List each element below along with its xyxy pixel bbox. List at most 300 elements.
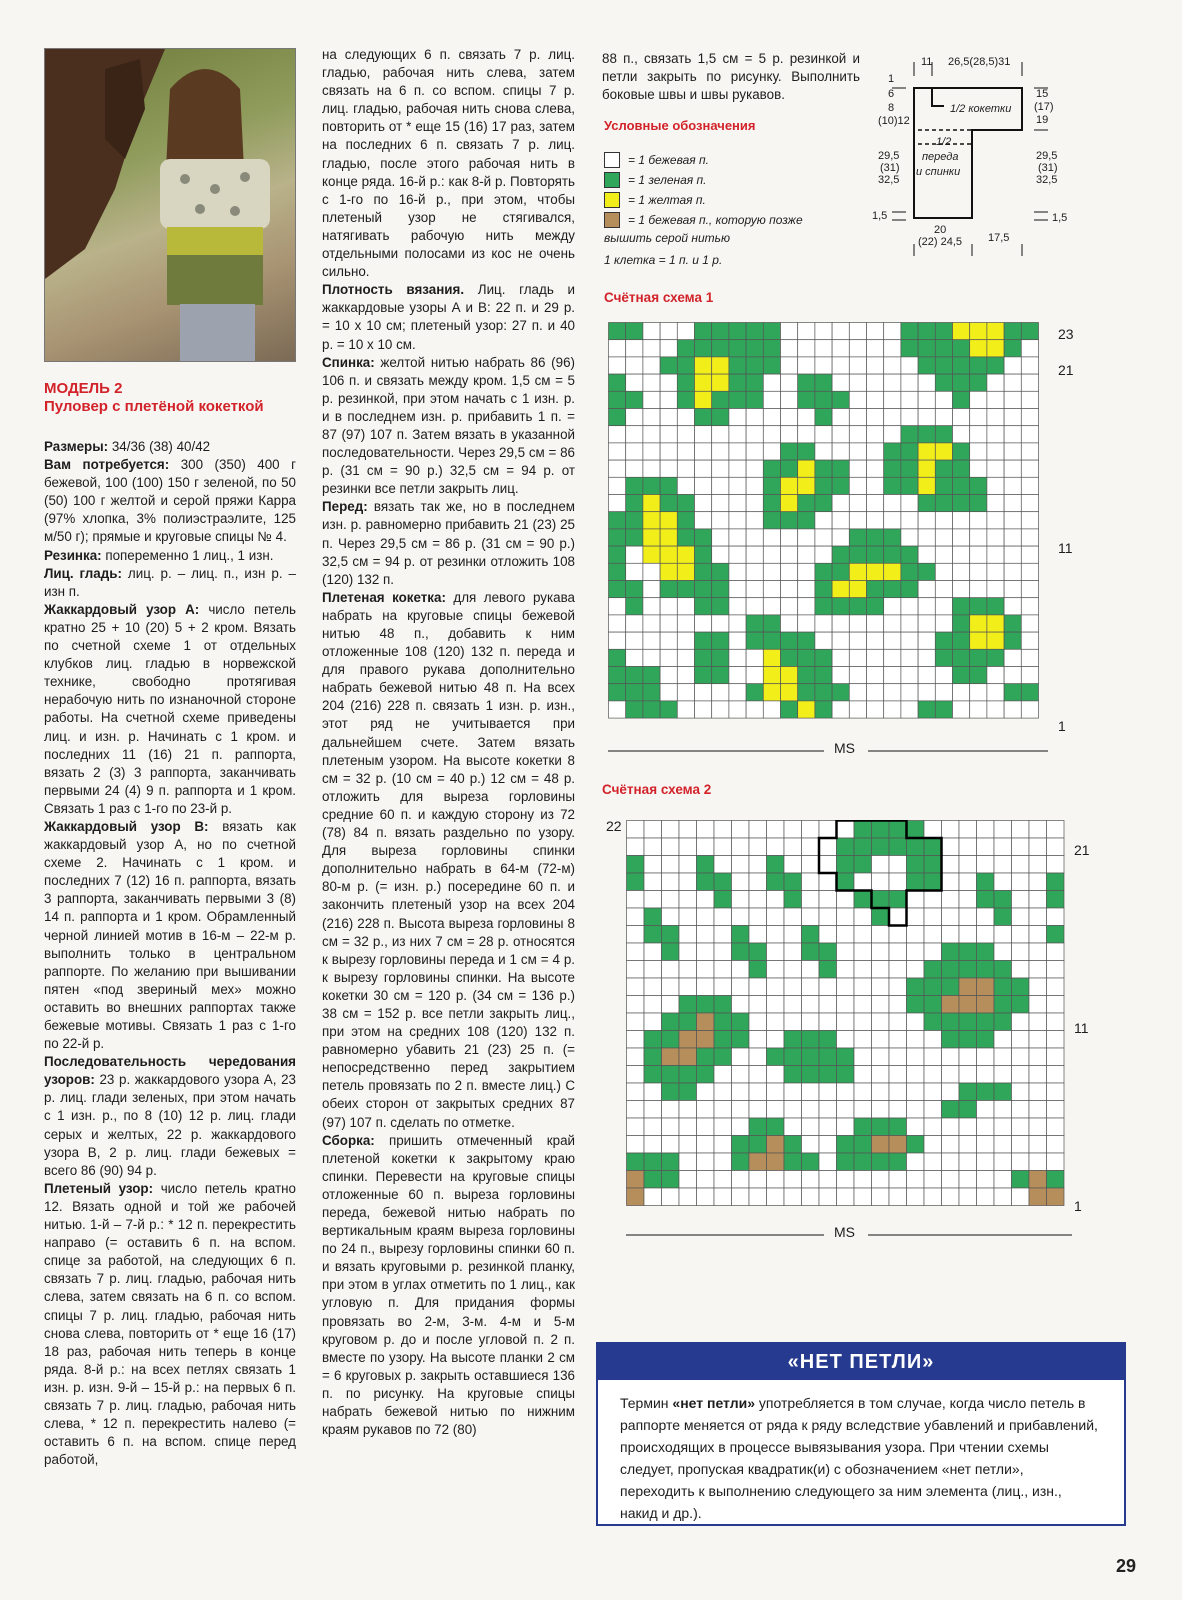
chart-cell bbox=[959, 1188, 977, 1206]
chart-cell bbox=[1004, 563, 1021, 580]
chart-cell bbox=[907, 908, 925, 926]
chart-cell bbox=[626, 374, 643, 391]
chart-cell bbox=[644, 1153, 662, 1171]
chart-cell bbox=[987, 546, 1004, 563]
chart-cell bbox=[763, 546, 780, 563]
chart-cell bbox=[732, 1136, 750, 1154]
chart-cell bbox=[679, 821, 697, 839]
chart-cell bbox=[884, 374, 901, 391]
chart-cell bbox=[732, 926, 750, 944]
chart-cell bbox=[815, 512, 832, 529]
chart-cell bbox=[819, 1118, 837, 1136]
chart-cell bbox=[644, 1031, 662, 1049]
chart-cell bbox=[867, 323, 884, 340]
chart-cell bbox=[994, 1083, 1012, 1101]
chart-cell bbox=[815, 529, 832, 546]
chart-cell bbox=[959, 1013, 977, 1031]
chart-cell bbox=[1012, 943, 1030, 961]
chart-cell bbox=[942, 908, 960, 926]
chart-cell bbox=[918, 495, 935, 512]
chart-cell bbox=[1021, 615, 1038, 632]
chart-cell bbox=[626, 684, 643, 701]
chart-cell bbox=[798, 460, 815, 477]
chart-cell bbox=[712, 391, 729, 408]
chart-cell bbox=[627, 1048, 645, 1066]
chart-cell bbox=[749, 943, 767, 961]
chart-cell bbox=[695, 615, 712, 632]
chart-cell bbox=[918, 460, 935, 477]
chart-cell bbox=[643, 667, 660, 684]
chart-cell bbox=[1029, 943, 1047, 961]
chart-cell bbox=[763, 598, 780, 615]
chart-cell bbox=[924, 1101, 942, 1119]
chart-cell bbox=[697, 1118, 715, 1136]
chart-cell bbox=[1012, 838, 1030, 856]
chart-cell bbox=[819, 873, 837, 891]
chart-cell bbox=[935, 546, 952, 563]
chart-cell bbox=[677, 374, 694, 391]
chart-cell bbox=[767, 1048, 785, 1066]
chart-cell bbox=[854, 856, 872, 874]
chart-cell bbox=[697, 908, 715, 926]
chart-cell bbox=[644, 1101, 662, 1119]
chart-cell bbox=[695, 495, 712, 512]
chart-cell bbox=[924, 1153, 942, 1171]
chart-cell bbox=[763, 323, 780, 340]
chart-cell bbox=[959, 821, 977, 839]
chart-cell bbox=[872, 821, 890, 839]
chart-cell bbox=[907, 1031, 925, 1049]
chart-cell bbox=[712, 546, 729, 563]
chart-cell bbox=[867, 374, 884, 391]
instructions-column-2 bbox=[322, 46, 575, 1439]
chart-cell bbox=[977, 1101, 995, 1119]
chart-cell bbox=[609, 684, 626, 701]
chart-cell bbox=[832, 632, 849, 649]
chart-cell bbox=[644, 908, 662, 926]
chart-cell bbox=[918, 546, 935, 563]
chart-cell bbox=[924, 961, 942, 979]
chart-cell bbox=[918, 598, 935, 615]
chart-cell bbox=[712, 615, 729, 632]
chart-cell bbox=[970, 701, 987, 718]
chart-cell bbox=[837, 856, 855, 874]
chart-cell bbox=[872, 1031, 890, 1049]
chart-cell bbox=[802, 1031, 820, 1049]
chart-cell bbox=[729, 529, 746, 546]
chart-cell bbox=[918, 684, 935, 701]
chart-cell bbox=[942, 1101, 960, 1119]
chart-cell bbox=[994, 1188, 1012, 1206]
chart-cell bbox=[977, 1171, 995, 1189]
chart-cell bbox=[819, 821, 837, 839]
chart-cell bbox=[643, 512, 660, 529]
chart-cell bbox=[918, 563, 935, 580]
chart-cell bbox=[695, 649, 712, 666]
chart-cell bbox=[798, 649, 815, 666]
chart-cell bbox=[867, 701, 884, 718]
chart-cell bbox=[714, 908, 732, 926]
chart-cell bbox=[695, 546, 712, 563]
chart-cell bbox=[732, 996, 750, 1014]
chart-cell bbox=[918, 340, 935, 357]
chart-cell bbox=[832, 701, 849, 718]
chart-cell bbox=[854, 978, 872, 996]
chart-cell bbox=[867, 581, 884, 598]
chart-cell bbox=[867, 649, 884, 666]
sequence-para bbox=[44, 1053, 296, 1180]
chart-cell bbox=[815, 460, 832, 477]
chart-cell bbox=[849, 546, 866, 563]
density-para bbox=[322, 281, 575, 353]
chart-cell bbox=[660, 667, 677, 684]
chart-cell bbox=[884, 615, 901, 632]
chart-cell bbox=[889, 978, 907, 996]
chart-cell bbox=[1047, 961, 1065, 979]
chart-cell bbox=[832, 374, 849, 391]
chart-cell bbox=[1047, 978, 1065, 996]
chart-cell bbox=[970, 477, 987, 494]
chart-cell bbox=[1029, 1153, 1047, 1171]
chart-cell bbox=[819, 1013, 837, 1031]
chart-cell bbox=[935, 323, 952, 340]
chart-cell bbox=[1029, 1066, 1047, 1084]
chart-cell bbox=[643, 649, 660, 666]
chart-cell bbox=[832, 426, 849, 443]
chart-cell bbox=[977, 996, 995, 1014]
chart-cell bbox=[832, 357, 849, 374]
chart-cell bbox=[660, 598, 677, 615]
chart-cell bbox=[697, 1048, 715, 1066]
chart-cell bbox=[1047, 856, 1065, 874]
chart-cell bbox=[749, 978, 767, 996]
chart-cell bbox=[819, 856, 837, 874]
chart-cell bbox=[832, 443, 849, 460]
chart-cell bbox=[907, 1048, 925, 1066]
chart-cell bbox=[849, 598, 866, 615]
chart-cell bbox=[837, 891, 855, 909]
chart-cell bbox=[677, 615, 694, 632]
chart-cell bbox=[729, 667, 746, 684]
chart-cell bbox=[695, 323, 712, 340]
chart-cell bbox=[695, 374, 712, 391]
chart-cell bbox=[746, 581, 763, 598]
chart-cell bbox=[889, 1048, 907, 1066]
chart-cell bbox=[953, 529, 970, 546]
chart-cell bbox=[849, 563, 866, 580]
schematic-front-label-3: и спинки bbox=[916, 166, 961, 178]
chart-cell bbox=[1021, 598, 1038, 615]
chart-cell bbox=[942, 891, 960, 909]
chart-cell bbox=[627, 1066, 645, 1084]
chart-cell bbox=[977, 1136, 995, 1154]
chart-cell bbox=[643, 443, 660, 460]
chart-cell bbox=[872, 961, 890, 979]
chart-cell bbox=[732, 891, 750, 909]
chart-cell bbox=[749, 873, 767, 891]
chart-cell bbox=[609, 598, 626, 615]
chart-cell bbox=[767, 856, 785, 874]
chart-cell bbox=[767, 1013, 785, 1031]
chart-cell bbox=[1004, 323, 1021, 340]
chart-cell bbox=[907, 1101, 925, 1119]
chart-cell bbox=[1004, 391, 1021, 408]
schematic-top-w1: 11 bbox=[921, 56, 933, 68]
chart-cell bbox=[781, 495, 798, 512]
chart-cell bbox=[884, 409, 901, 426]
chart-cell bbox=[781, 649, 798, 666]
chart-cell bbox=[660, 477, 677, 494]
chart-cell bbox=[679, 891, 697, 909]
chart-cell bbox=[907, 1066, 925, 1084]
chart-cell bbox=[867, 632, 884, 649]
chart-cell bbox=[953, 512, 970, 529]
chart-cell bbox=[749, 1118, 767, 1136]
tan-swatch bbox=[604, 212, 620, 228]
chart-cell bbox=[627, 1118, 645, 1136]
chart-cell bbox=[749, 908, 767, 926]
chart-cell bbox=[677, 512, 694, 529]
chart-cell bbox=[987, 374, 1004, 391]
chart-cell bbox=[746, 546, 763, 563]
density-text: Лиц. гладь и жаккардовые узоры А и В: 22 п. и 29 р. = 10 х 10 см; плетеный узор: 27 п. и 40 р. = 10 х 10 см. bbox=[322, 282, 575, 352]
chart-cell bbox=[763, 632, 780, 649]
chart-cell bbox=[679, 1188, 697, 1206]
chart-cell bbox=[677, 409, 694, 426]
chart-cell bbox=[798, 512, 815, 529]
chart-cell bbox=[712, 598, 729, 615]
chart-cell bbox=[784, 1171, 802, 1189]
chart-cell bbox=[679, 1171, 697, 1189]
chart-cell bbox=[837, 1136, 855, 1154]
chart-cell bbox=[837, 838, 855, 856]
chart-cell bbox=[714, 961, 732, 979]
chart-cell bbox=[854, 838, 872, 856]
chart-cell bbox=[942, 1066, 960, 1084]
chart-cell bbox=[907, 821, 925, 839]
chart-cell bbox=[959, 1136, 977, 1154]
chart-cell bbox=[942, 1031, 960, 1049]
chart-cell bbox=[677, 546, 694, 563]
chart-cell bbox=[729, 546, 746, 563]
chart-cell bbox=[660, 581, 677, 598]
chart-cell bbox=[924, 1048, 942, 1066]
chart-cell bbox=[872, 996, 890, 1014]
chart-cell bbox=[732, 1188, 750, 1206]
chart-cell bbox=[872, 1118, 890, 1136]
chart-cell bbox=[837, 943, 855, 961]
chart-cell bbox=[1004, 426, 1021, 443]
instructions-column-1 bbox=[44, 438, 296, 1469]
chart-cell bbox=[884, 684, 901, 701]
chart-cell bbox=[643, 323, 660, 340]
chart-cell bbox=[767, 1153, 785, 1171]
chart-cell bbox=[1047, 943, 1065, 961]
chart-cell bbox=[609, 615, 626, 632]
chart-cell bbox=[714, 1171, 732, 1189]
chart-cell bbox=[746, 684, 763, 701]
chart-cell bbox=[867, 409, 884, 426]
chart-cell bbox=[1029, 1031, 1047, 1049]
chart-cell bbox=[712, 701, 729, 718]
chart-cell bbox=[987, 598, 1004, 615]
chart-cell bbox=[970, 598, 987, 615]
chart-cell bbox=[802, 978, 820, 996]
chart-cell bbox=[660, 426, 677, 443]
chart-cell bbox=[784, 1153, 802, 1171]
chart-cell bbox=[609, 357, 626, 374]
chart-cell bbox=[901, 512, 918, 529]
chart-cell bbox=[884, 460, 901, 477]
chart-cell bbox=[714, 856, 732, 874]
chart-cell bbox=[889, 1066, 907, 1084]
chart-cell bbox=[994, 1171, 1012, 1189]
chart-cell bbox=[767, 908, 785, 926]
chart-cell bbox=[712, 649, 729, 666]
chart-cell bbox=[781, 443, 798, 460]
chart-cell bbox=[712, 340, 729, 357]
chart-cell bbox=[695, 340, 712, 357]
chart-cell bbox=[798, 323, 815, 340]
chart-cell bbox=[907, 1013, 925, 1031]
chart-cell bbox=[609, 409, 626, 426]
chart-cell bbox=[901, 340, 918, 357]
chart-cell bbox=[918, 615, 935, 632]
chart-cell bbox=[1004, 460, 1021, 477]
chart-cell bbox=[924, 891, 942, 909]
chart-cell bbox=[609, 632, 626, 649]
chart-cell bbox=[953, 357, 970, 374]
chart-cell bbox=[942, 856, 960, 874]
chart-cell bbox=[970, 615, 987, 632]
chart-cell bbox=[662, 873, 680, 891]
rib-para bbox=[44, 547, 296, 565]
chart-cell bbox=[815, 615, 832, 632]
chart-cell bbox=[1029, 1171, 1047, 1189]
chart-cell bbox=[959, 1048, 977, 1066]
chart-cell bbox=[781, 701, 798, 718]
chart-cell bbox=[907, 1118, 925, 1136]
chart-cell bbox=[732, 1083, 750, 1101]
chart-cell bbox=[953, 546, 970, 563]
chart-cell bbox=[977, 961, 995, 979]
chart-cell bbox=[918, 409, 935, 426]
legend bbox=[604, 150, 803, 270]
chart-cell bbox=[924, 821, 942, 839]
chart-cell bbox=[763, 684, 780, 701]
chart-cell bbox=[901, 374, 918, 391]
chart-cell bbox=[884, 546, 901, 563]
chart-cell bbox=[609, 374, 626, 391]
chart-cell bbox=[854, 1083, 872, 1101]
chart-cell bbox=[884, 529, 901, 546]
chart-cell bbox=[626, 529, 643, 546]
chart-cell bbox=[697, 996, 715, 1014]
chart-cell bbox=[901, 563, 918, 580]
chart-cell bbox=[994, 908, 1012, 926]
chart-cell bbox=[832, 649, 849, 666]
chart-cell bbox=[907, 1083, 925, 1101]
chart-cell bbox=[987, 701, 1004, 718]
chart-cell bbox=[627, 1188, 645, 1206]
chart-cell bbox=[798, 581, 815, 598]
chart-cell bbox=[942, 1188, 960, 1206]
chart-cell bbox=[695, 426, 712, 443]
chart-cell bbox=[763, 374, 780, 391]
chart-cell bbox=[644, 943, 662, 961]
chart-cell bbox=[662, 891, 680, 909]
chart-cell bbox=[959, 891, 977, 909]
chart-cell bbox=[1004, 667, 1021, 684]
chart-cell bbox=[644, 1118, 662, 1136]
chart-cell bbox=[767, 1083, 785, 1101]
chart-cell bbox=[819, 1188, 837, 1206]
chart-cell bbox=[959, 1118, 977, 1136]
chart-cell bbox=[746, 460, 763, 477]
chart-cell bbox=[802, 908, 820, 926]
chart-cell bbox=[677, 495, 694, 512]
chart-cell bbox=[784, 908, 802, 926]
chart-1-label-23: 23 bbox=[1058, 326, 1074, 342]
chart-cell bbox=[1012, 891, 1030, 909]
chart-cell bbox=[872, 1171, 890, 1189]
chart-cell bbox=[1047, 1171, 1065, 1189]
chart-cell bbox=[784, 961, 802, 979]
chart-cell bbox=[677, 323, 694, 340]
chart-cell bbox=[819, 1136, 837, 1154]
chart-cell bbox=[626, 615, 643, 632]
chart-cell bbox=[626, 581, 643, 598]
chart-cell bbox=[953, 563, 970, 580]
chart-cell bbox=[626, 563, 643, 580]
chart-cell bbox=[712, 512, 729, 529]
chart-cell bbox=[729, 340, 746, 357]
chart-cell bbox=[763, 701, 780, 718]
chart-cell bbox=[644, 856, 662, 874]
model-name: Пуловер с плетёной кокеткой bbox=[44, 398, 264, 415]
chart-cell bbox=[872, 856, 890, 874]
chart-cell bbox=[695, 477, 712, 494]
chart-cell bbox=[889, 1101, 907, 1119]
chart-cell bbox=[1004, 409, 1021, 426]
chart-cell bbox=[1021, 426, 1038, 443]
chart-cell bbox=[977, 873, 995, 891]
legend-title: Условные обозначения bbox=[604, 118, 756, 133]
chart-cell bbox=[907, 891, 925, 909]
chart-cell bbox=[660, 615, 677, 632]
chart-cell bbox=[837, 1013, 855, 1031]
chart-cell bbox=[714, 891, 732, 909]
chart-cell bbox=[1004, 615, 1021, 632]
chart-cell bbox=[935, 598, 952, 615]
chart-cell bbox=[746, 701, 763, 718]
chart-cell bbox=[970, 323, 987, 340]
chart-cell bbox=[884, 598, 901, 615]
chart-cell bbox=[784, 891, 802, 909]
note-term: «нет петли» bbox=[672, 1395, 756, 1411]
chart-cell bbox=[802, 961, 820, 979]
chart-cell bbox=[837, 1188, 855, 1206]
chart-cell bbox=[889, 943, 907, 961]
chart-2-label-21: 21 bbox=[1074, 842, 1090, 858]
chart-cell bbox=[907, 1188, 925, 1206]
chart-cell bbox=[849, 649, 866, 666]
chart-cell bbox=[660, 443, 677, 460]
chart-cell bbox=[746, 340, 763, 357]
chart-cell bbox=[959, 1031, 977, 1049]
chart-cell bbox=[660, 495, 677, 512]
chart-cell bbox=[732, 1171, 750, 1189]
